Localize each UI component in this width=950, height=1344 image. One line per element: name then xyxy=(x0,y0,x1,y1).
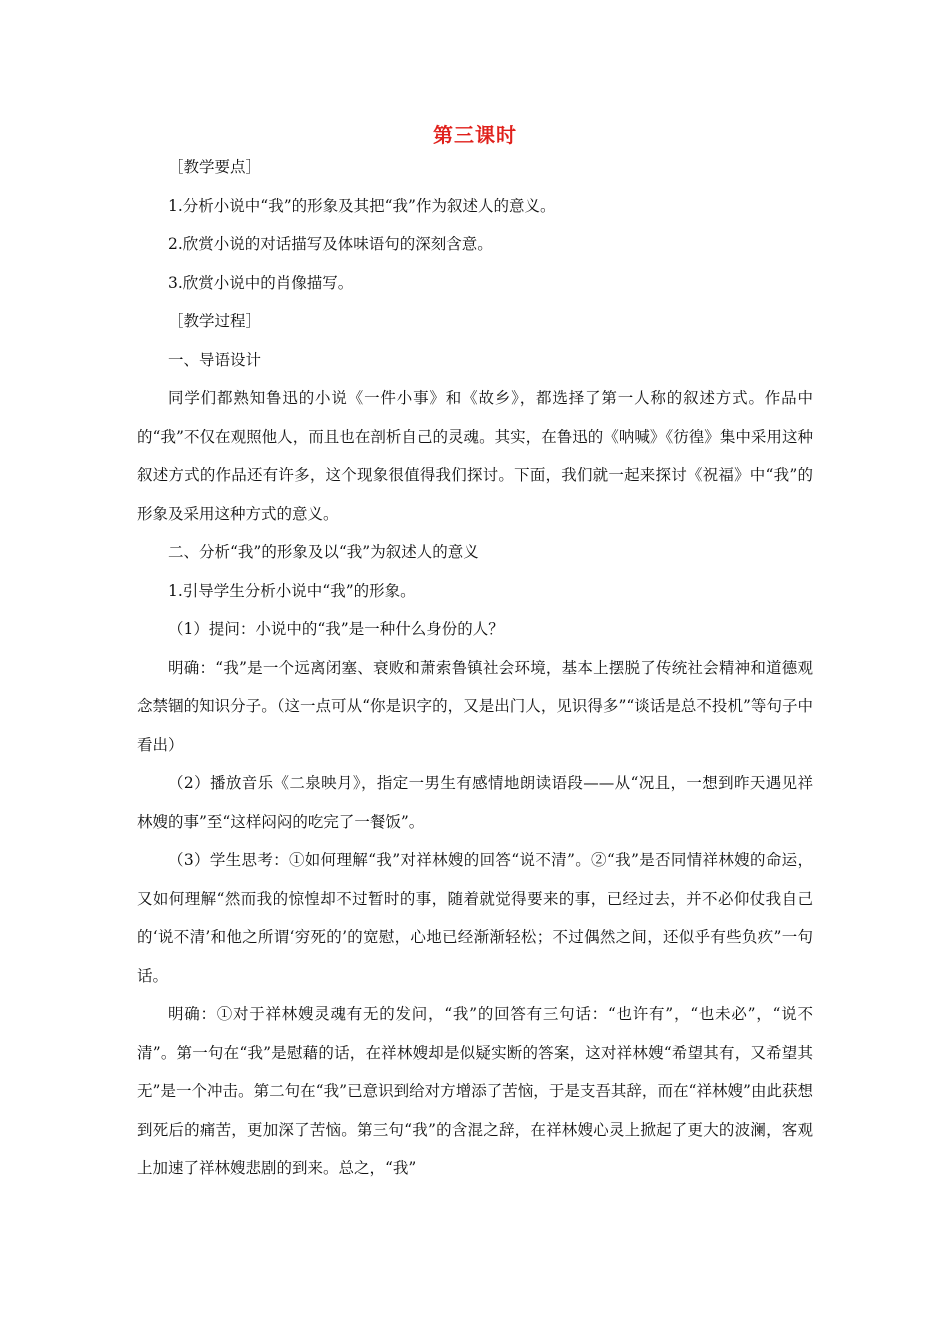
teaching-point-2: 2.欣赏小说的对话描写及体味语句的深刻含意。 xyxy=(168,235,493,253)
paragraph-introduction: 同学们都熟知鲁迅的小说《一件小事》和《故乡》，都选择了第一人称的叙述方式。作品中的“我”不仅在观照他人，而且也在剖析自己的灵魂。其实，在鲁迅的《呐喊》《彷徨》集中采用这种叙述方式的作品还有许多，这个现象很值得我们探讨。下面，我们就一起来探讨《祝福》中“我”的形象及采用这种方式的意义。 xyxy=(137,389,813,523)
answer-1: 明确：“我”是一个远离闭塞、衰败和萧索鲁镇社会环境，基本上摆脱了传统社会精神和道德观念禁锢的知识分子。（这一点可从“你是识字的，又是出门人，见识得多”“谈话是总不投机”等句子中看出） xyxy=(137,658,813,754)
document-body xyxy=(137,148,813,1188)
section-heading-teaching-points: ［教学要点］ xyxy=(168,158,262,176)
subheading-introduction: 一、导语设计 xyxy=(168,350,262,369)
step-1: 1.引导学生分析小说中“我”的形象。 xyxy=(168,581,416,600)
teaching-point-1: 1.分析小说中“我”的形象及其把“我”作为叙述人的意义。 xyxy=(168,196,556,215)
question-3: （3）学生思考：①如何理解“我”对祥林嫂的回答“说不清”。②“我”是否同情祥林嫂的命运，又如何理解“然而我的惊惶却不过暂时的事，随着就觉得要来的事，已经过去，并不必仰仗我自己的‘说不清’和他之所谓‘穷死的’的宽慰，心地已经渐渐轻松；不过偶然之间，还似乎有些负疚”一句话。 xyxy=(137,851,813,985)
teaching-point-3: 3.欣赏小说中的肖像描写。 xyxy=(168,273,354,292)
section-heading-teaching-process: ［教学过程］ xyxy=(168,312,262,330)
subheading-analysis: 二、分析“我”的形象及以“我”为叙述人的意义 xyxy=(168,543,479,561)
question-1: （1）提问：小说中的“我”是一种什么身份的人？ xyxy=(168,620,504,638)
activity-2: （2）播放音乐《二泉映月》，指定一男生有感情地朗读语段——从“况且，一想到昨天遇见祥林嫂的事”至“这样闷闷的吃完了一餐饭”。 xyxy=(137,774,813,831)
page-title: 第三课时 xyxy=(433,123,517,147)
answer-3: 明确：①对于祥林嫂灵魂有无的发问，“我”的回答有三句话：“也许有”，“也未必”，“说不清”。第一句在“我”是慰藉的话，在祥林嫂却是似疑实断的答案，这对祥林嫂“希望其有，又希望其无”是一个冲击。第二句在“我”已意识到给对方增添了苦恼，于是支吾其辞，而在“祥林嫂”由此获想到死后的痛苦，更加深了苦恼。第三句“我”的含混之辞，在祥林嫂心灵上掀起了更大的波澜，客观上加速了祥林嫂悲剧的到来。总之，“我” xyxy=(137,1005,813,1177)
